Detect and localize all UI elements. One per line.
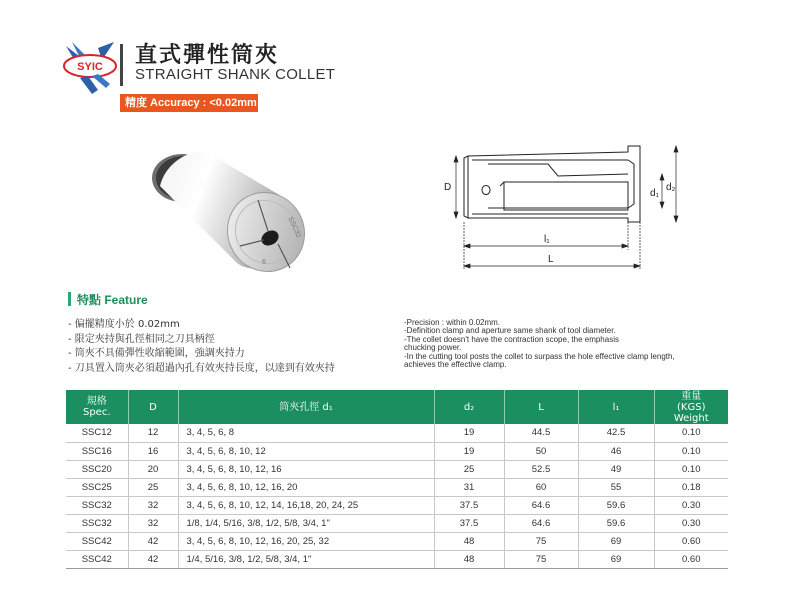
cell-weight: 0.30 — [654, 496, 728, 514]
cell-d2: 48 — [434, 532, 504, 550]
col-header-weight: 重量 (KGS) Weight — [654, 390, 728, 424]
feature-item-cn: - 限定夾持與孔徑相同之刀具柄徑 — [68, 333, 215, 345]
cell-L: 60 — [504, 478, 578, 496]
dim-l1: l₁ — [544, 234, 550, 245]
collet-photo — [140, 140, 325, 290]
cell-L: 75 — [504, 550, 578, 568]
cell-D: 32 — [128, 514, 178, 532]
cell-spec: SSC42 — [66, 550, 128, 568]
cell-D: 12 — [128, 424, 178, 442]
feature-item-cn: - 刀具置入筒夾必須超過內孔有效夾持長度，以達到有效夾持 — [68, 362, 335, 374]
feature-item-en: chucking power. — [404, 343, 462, 353]
cell-l1: 46 — [578, 442, 654, 460]
cell-d2: 25 — [434, 460, 504, 478]
cell-spec: SSC20 — [66, 460, 128, 478]
table-row — [66, 442, 728, 460]
cell-l1: 42.5 — [578, 424, 654, 442]
col-header-d2: d₂ — [434, 390, 504, 424]
feature-item-en: -Precision : within 0.02mm. — [404, 318, 501, 327]
cell-L: 75 — [504, 532, 578, 550]
feature-list-cn — [68, 318, 335, 376]
feature-item-en: -The collet doesn't have the contraction scope, the emphasis — [404, 334, 619, 344]
cell-L: 64.6 — [504, 496, 578, 514]
cell-weight: 0.60 — [654, 532, 728, 550]
col-header-L: L — [504, 390, 578, 424]
spec-table — [66, 390, 728, 569]
cell-L: 50 — [504, 442, 578, 460]
engraving-size: 6 — [262, 259, 266, 266]
cell-D: 16 — [128, 442, 178, 460]
table-row — [66, 496, 728, 514]
table-row — [66, 424, 728, 442]
cell-weight: 0.30 — [654, 514, 728, 532]
feature-item-cn: - 筒夾不具備彈性收縮範圍，強調夾持力 — [68, 348, 245, 359]
cell-d1: 3, 4, 5, 6, 8, 10, 12, 16, 20, 25, 32 — [178, 532, 434, 550]
page-title-en: STRAIGHT SHANK COLLET — [135, 66, 336, 83]
feature-list-en — [404, 319, 736, 369]
cell-d2: 37.5 — [434, 514, 504, 532]
engraving-spec: SSC32 — [286, 215, 302, 239]
logo-text: SYIC — [77, 61, 103, 73]
table-row — [66, 550, 728, 568]
col-header-l1: l₁ — [578, 390, 654, 424]
table-header-row — [66, 390, 728, 424]
cell-l1: 69 — [578, 550, 654, 568]
cell-D: 42 — [128, 550, 178, 568]
cell-spec: SSC25 — [66, 478, 128, 496]
cell-spec: SSC16 — [66, 442, 128, 460]
feature-item-en: achieves the effective clamp. — [404, 360, 507, 370]
cell-d1: 3, 4, 5, 6, 8, 10, 12, 14, 16,18, 20, 24, 25 — [178, 496, 434, 514]
cell-d1: 3, 4, 5, 6, 8, 10, 12 — [178, 442, 434, 460]
cell-weight: 0.10 — [654, 442, 728, 460]
cell-d2: 37.5 — [434, 496, 504, 514]
table-row — [66, 514, 728, 532]
cell-d1: 1/4, 5/16, 3/8, 1/2, 5/8, 3/4, 1" — [178, 550, 434, 568]
cell-d1: 3, 4, 5, 6, 8, 10, 12, 16, 20 — [178, 478, 434, 496]
feature-marker — [68, 292, 71, 306]
cell-d1: 1/8, 1/4, 5/16, 3/8, 1/2, 5/8, 3/4, 1" — [178, 514, 434, 532]
cell-d2: 19 — [434, 442, 504, 460]
cell-D: 25 — [128, 478, 178, 496]
cell-d1: 3, 4, 5, 6, 8 — [178, 424, 434, 442]
cell-weight: 0.10 — [654, 424, 728, 442]
cell-L: 64.6 — [504, 514, 578, 532]
page-title-cn: 直式彈性筒夾 — [135, 43, 280, 68]
cell-D: 32 — [128, 496, 178, 514]
feature-title: 特點 Feature — [77, 293, 148, 307]
cell-l1: 55 — [578, 478, 654, 496]
table-row — [66, 478, 728, 496]
cell-l1: 49 — [578, 460, 654, 478]
cell-spec: SSC32 — [66, 514, 128, 532]
accuracy-badge: 精度 Accuracy : <0.02mm — [120, 94, 258, 112]
cell-spec: SSC32 — [66, 496, 128, 514]
cell-l1: 69 — [578, 532, 654, 550]
feature-item-cn: - 偏擺精度小於 0.02mm — [68, 319, 180, 330]
technical-drawing — [428, 134, 690, 280]
cell-weight: 0.10 — [654, 460, 728, 478]
col-header-D: D — [128, 390, 178, 424]
cell-spec: SSC12 — [66, 424, 128, 442]
cell-D: 42 — [128, 532, 178, 550]
cell-d1: 3, 4, 5, 6, 8, 10, 12, 16 — [178, 460, 434, 478]
cell-d2: 19 — [434, 424, 504, 442]
dim-d1: d₁ — [650, 188, 659, 199]
cell-d2: 48 — [434, 550, 504, 568]
cell-L: 44.5 — [504, 424, 578, 442]
cell-l1: 59.6 — [578, 496, 654, 514]
feature-item-en: -In the cutting tool posts the collet to surpass the hole effective clamp length, — [404, 351, 675, 361]
cell-spec: SSC42 — [66, 532, 128, 550]
table-row — [66, 460, 728, 478]
cell-weight: 0.18 — [654, 478, 728, 496]
title-divider — [120, 44, 123, 86]
col-header-d1: 筒夾孔徑 d₁ — [178, 390, 434, 424]
dim-d2: d₂ — [666, 182, 676, 193]
dim-D: D — [444, 182, 452, 193]
cell-L: 52.5 — [504, 460, 578, 478]
cell-d2: 31 — [434, 478, 504, 496]
company-logo — [62, 38, 118, 98]
dim-L: L — [548, 254, 554, 265]
cell-weight: 0.60 — [654, 550, 728, 568]
cell-l1: 59.6 — [578, 514, 654, 532]
table-row — [66, 532, 728, 550]
col-header-spec: 規格 Spec. — [66, 390, 128, 424]
cell-D: 20 — [128, 460, 178, 478]
feature-item-en: -Definition clamp and aperture same shank of tool diameter. — [404, 326, 616, 336]
